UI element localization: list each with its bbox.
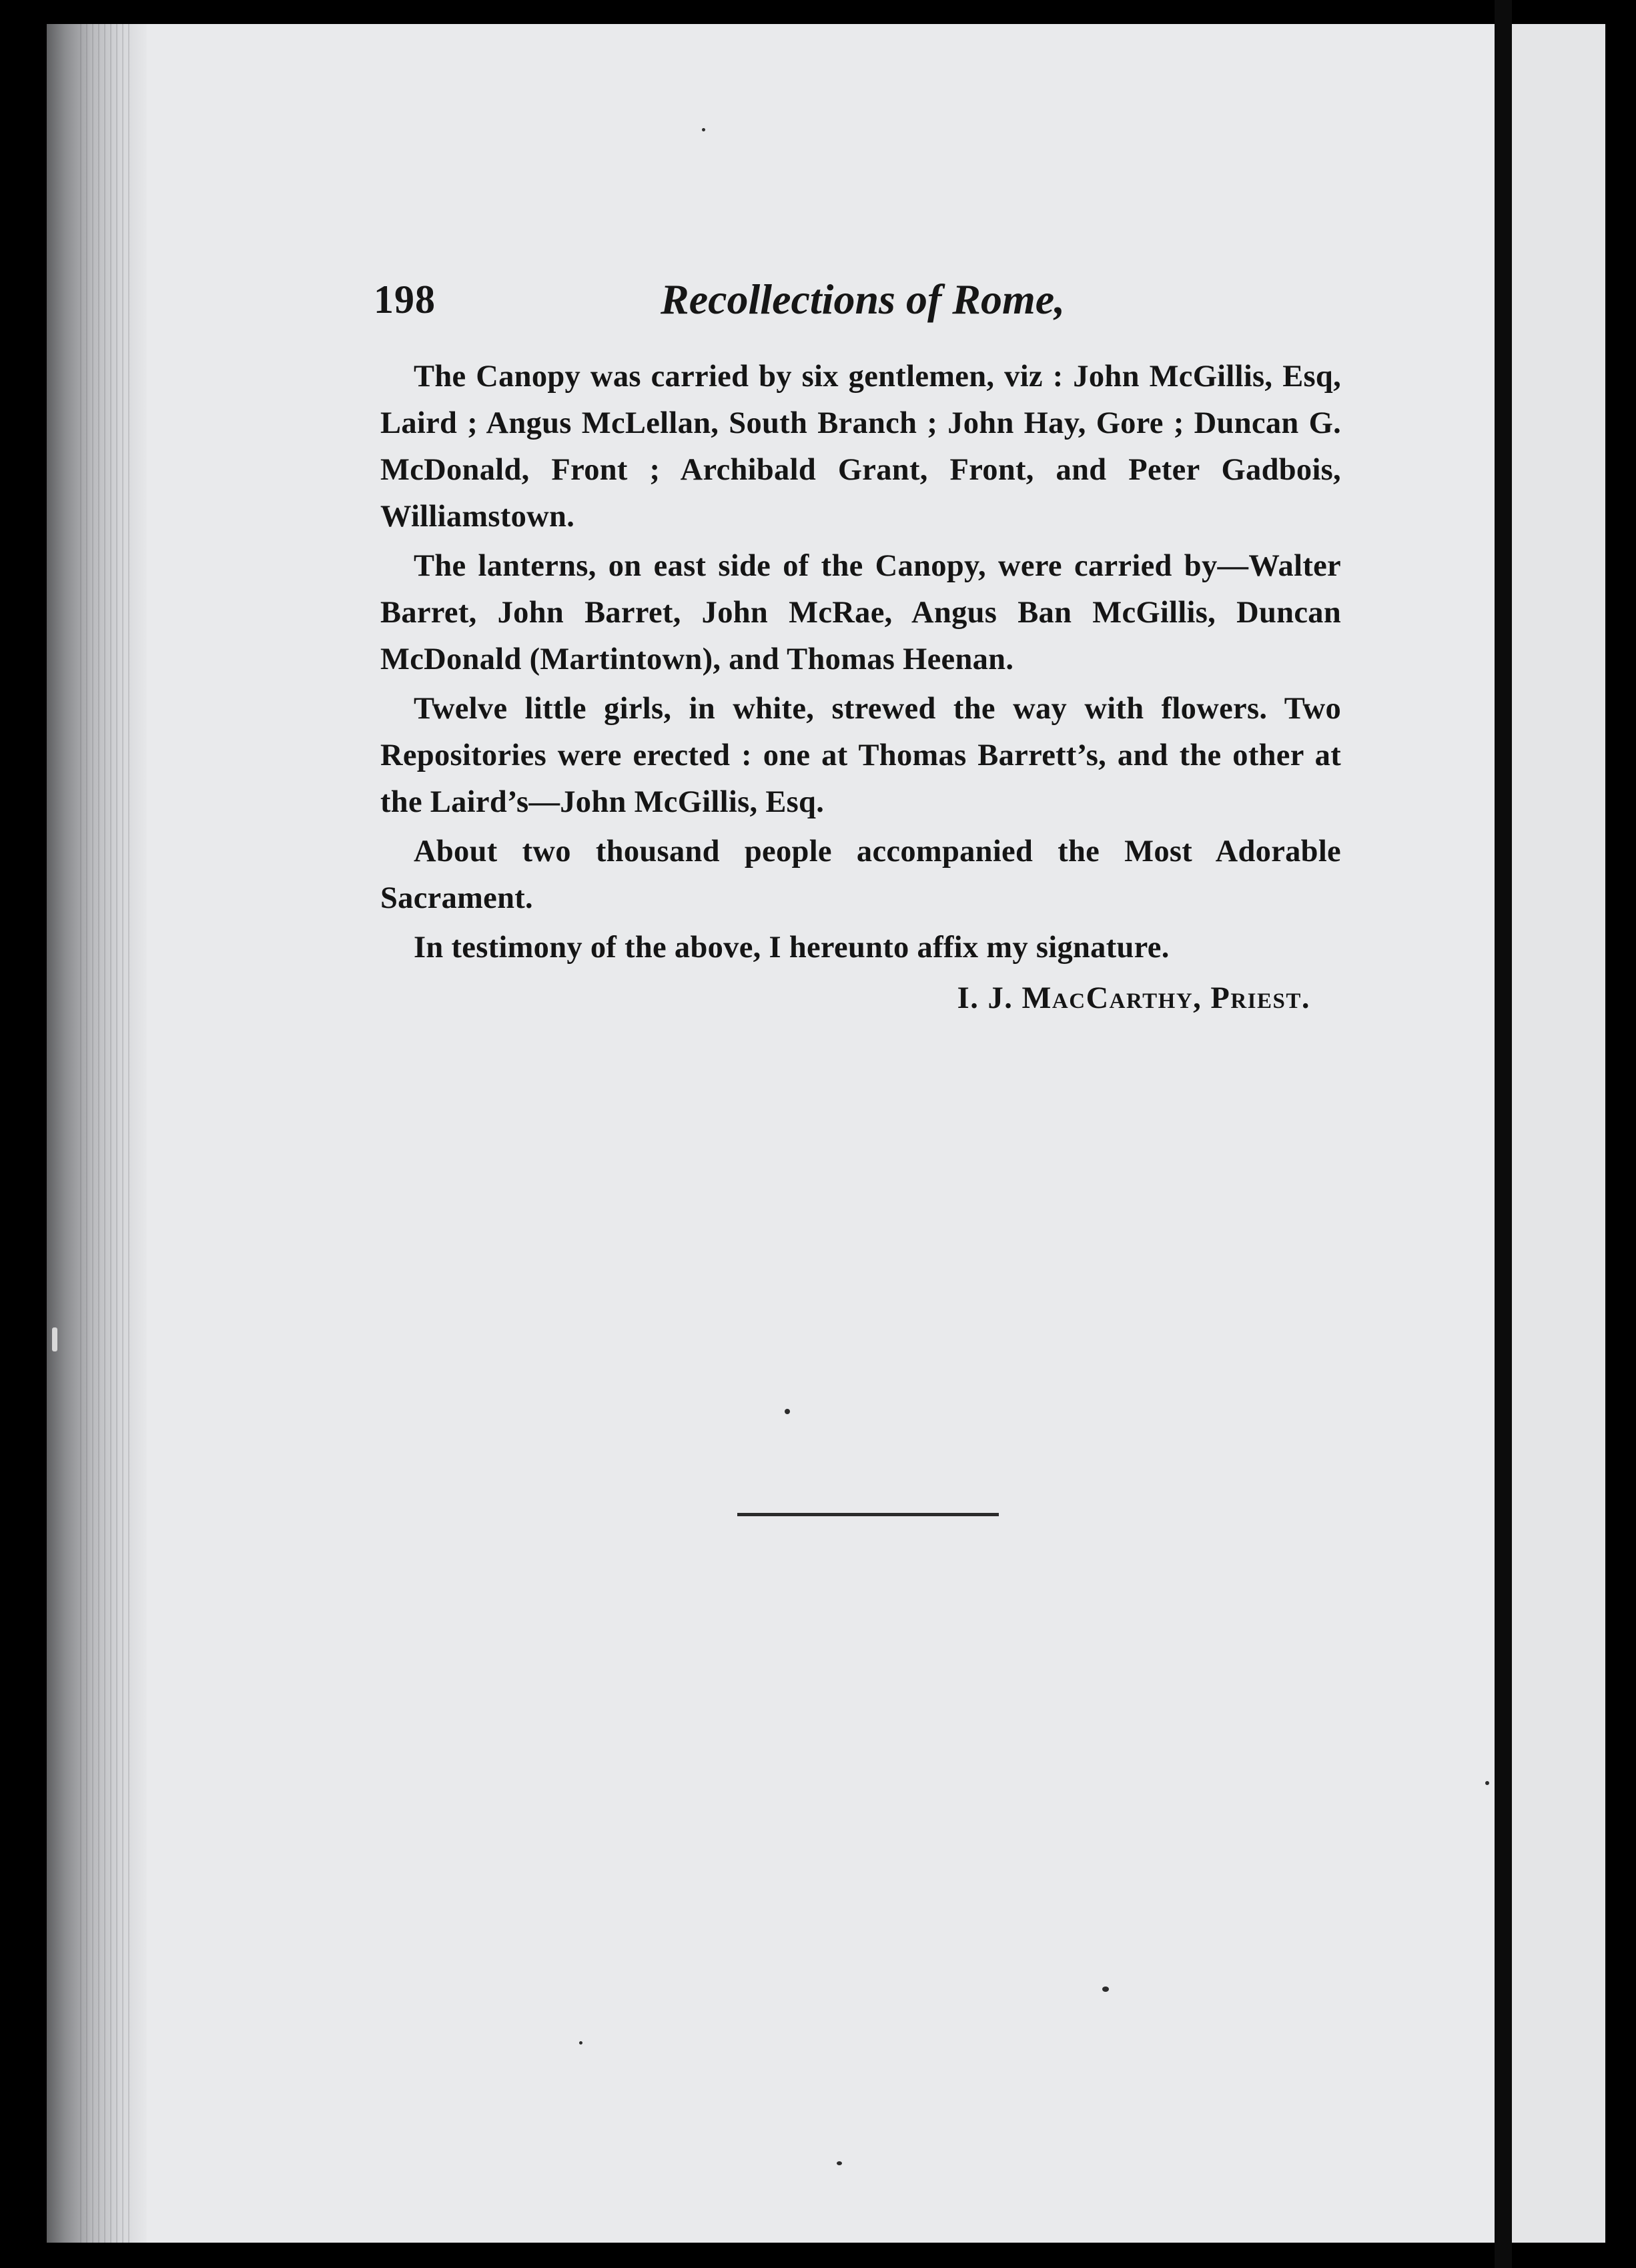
- scan-speck: [702, 128, 705, 131]
- scan-speck: [837, 2161, 842, 2165]
- paragraph-girls: Twelve little girls, in white, strewed the way with flowers. Two Repositories were erected : one at Thomas Barrett’s, and the other at the Laird’s—John McGillis, Esq.: [380, 692, 1341, 819]
- running-title: Recollections of Rome,: [661, 275, 1066, 323]
- paragraph-testimony: In testimony of the above, I hereunto affix my signature.: [414, 931, 1170, 965]
- adjacent-page-sliver: [1512, 24, 1605, 2243]
- page-header: [374, 269, 1321, 330]
- scan-speck: [1485, 1781, 1489, 1785]
- scan-speck: [785, 1409, 790, 1414]
- paragraph-lanterns: The lanterns, on east side of the Canopy, were carried by—Walter Barret, John Barret, John McRae, Angus Ban McGillis, Duncan McDonald (Martintown), and Thomas Heenan.: [380, 549, 1341, 676]
- page-body: [380, 354, 1341, 1022]
- paragraph-people: About two thousand people accompanied the Most Adorable Sacrament.: [380, 834, 1341, 915]
- page-number: 198: [374, 277, 436, 322]
- scan-speck: [52, 1327, 57, 1351]
- page-divider: [1495, 0, 1512, 2268]
- paragraph-canopy: The Canopy was carried by six gentlemen, viz : John McGillis, Esq, Laird ; Angus McLellan, South Branch ; John Hay, Gore ; Duncan G. McDonald, Front ; Archibald Grant, Front, and Peter Gadbois, Williamstown.: [380, 360, 1341, 534]
- scan-speck: [579, 2041, 582, 2045]
- end-rule: [737, 1513, 999, 1516]
- signature: I. J. MacCarthy, Priest.: [957, 981, 1310, 1015]
- scan-speck: [1102, 1987, 1109, 1992]
- page-edge-lines: [80, 24, 133, 2243]
- scan-border-right: [1605, 0, 1636, 2268]
